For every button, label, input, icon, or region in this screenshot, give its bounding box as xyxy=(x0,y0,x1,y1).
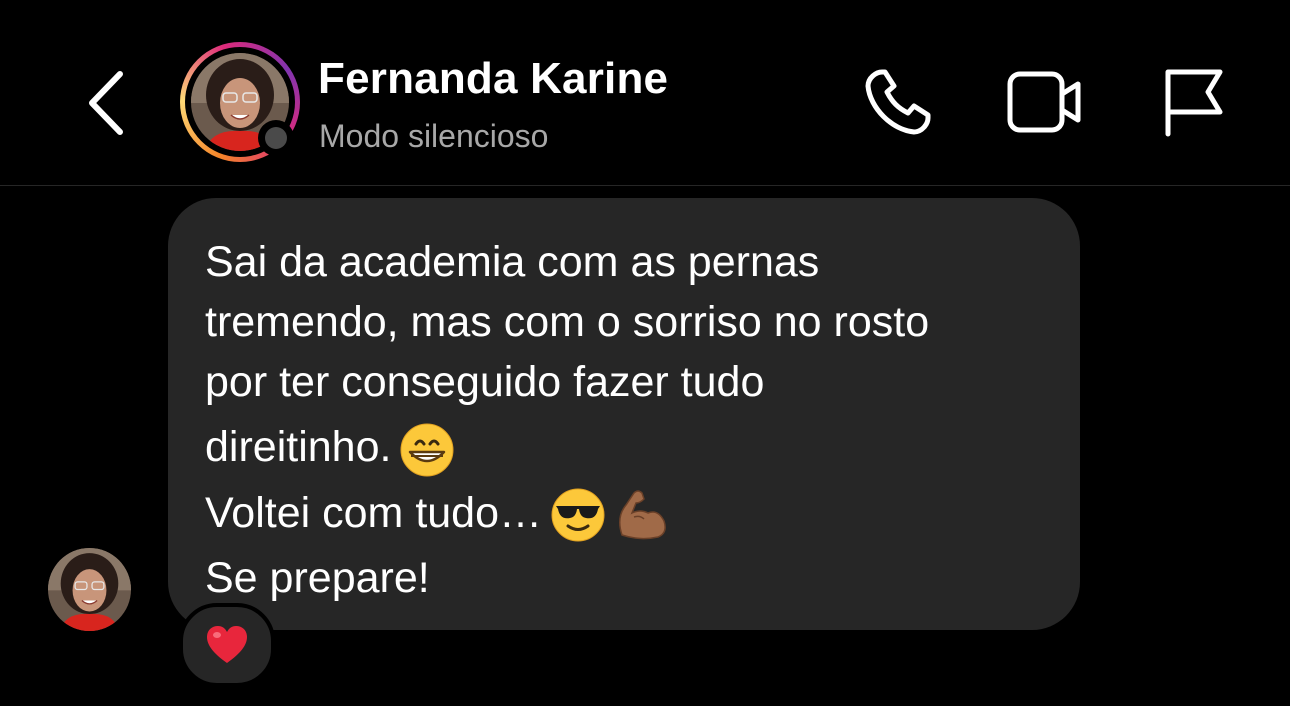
message-line: Voltei com tudo… xyxy=(205,483,1055,544)
back-button[interactable] xyxy=(82,68,132,138)
reaction-badge[interactable] xyxy=(179,603,275,687)
grinning-face-emoji xyxy=(399,422,455,478)
message-text xyxy=(205,232,1055,608)
mute-status-icon xyxy=(258,120,294,156)
flag-icon xyxy=(1160,66,1226,138)
flexed-biceps-emoji xyxy=(614,487,670,543)
message-line: Sai da academia com as pernas xyxy=(205,238,820,286)
chevron-left-icon xyxy=(82,68,132,138)
report-button[interactable] xyxy=(1160,66,1226,143)
heart-emoji xyxy=(205,625,249,665)
contact-status: Modo silencioso xyxy=(319,118,549,154)
video-camera-icon xyxy=(1006,70,1084,134)
message-line: direitinho. xyxy=(205,417,1055,478)
chat-header xyxy=(0,0,1290,186)
video-call-button[interactable] xyxy=(1006,70,1084,139)
sender-avatar[interactable] xyxy=(48,548,131,631)
call-button[interactable] xyxy=(862,66,934,143)
contact-name[interactable]: Fernanda Karine xyxy=(318,54,669,103)
message-line: tremendo, mas com o sorriso no rosto xyxy=(205,298,930,346)
phone-icon xyxy=(862,66,934,138)
sunglasses-face-emoji xyxy=(550,487,606,543)
message-line: Se prepare! xyxy=(205,554,430,603)
message-line: por ter conseguido fazer tudo xyxy=(205,358,765,406)
